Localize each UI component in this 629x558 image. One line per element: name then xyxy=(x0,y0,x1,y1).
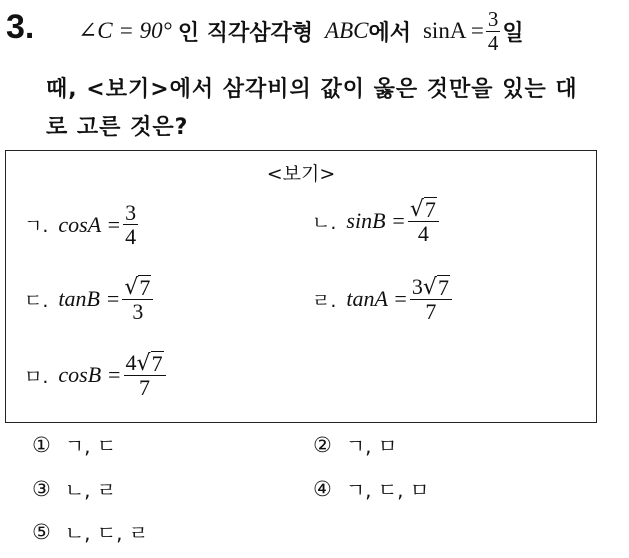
choice-text: ㄱ, ㄷ, ㅁ xyxy=(345,478,430,502)
bogi-item-fraction xyxy=(410,275,452,323)
radicand: 7 xyxy=(424,197,436,222)
choice-1[interactable] xyxy=(32,430,116,459)
bogi-item-lhs: cosA = xyxy=(58,211,122,237)
choice-text: ㄴ, ㄷ, ㄹ xyxy=(64,521,149,545)
fraction-numerator xyxy=(124,351,166,375)
stem-fraction-numerator: 3 xyxy=(487,7,499,32)
sine-expression: sinA = xyxy=(422,18,484,43)
bogi-item-lhs: sinB = xyxy=(346,208,406,234)
coefficient: 4 xyxy=(125,350,137,376)
choice-text: ㄴ, ㄹ xyxy=(64,478,117,502)
stem-fraction-denominator: 4 xyxy=(487,30,499,55)
bogi-item-label: ㄴ. xyxy=(312,211,337,234)
choice-5[interactable] xyxy=(32,517,148,546)
radicand: 7 xyxy=(437,275,449,300)
fraction-denominator: 7 xyxy=(139,375,151,401)
bogi-item-fraction xyxy=(124,351,166,399)
choice-text: ㄱ, ㅁ xyxy=(345,434,398,458)
fraction-numerator xyxy=(410,275,452,299)
bogi-item-2 xyxy=(312,197,441,245)
question-stem-line2: 때, <보기>에서 삼각비의 값이 옳은 것만을 있는 대 xyxy=(46,77,578,102)
stem-text-3: 일 xyxy=(502,20,524,46)
choice-number: ⑤ xyxy=(32,519,51,544)
angle-condition: ∠C = 90° xyxy=(78,18,172,43)
bogi-title: <보기> xyxy=(266,163,336,185)
choice-4[interactable] xyxy=(313,474,429,503)
fraction-denominator: 7 xyxy=(425,299,437,325)
bogi-item-fraction xyxy=(123,201,138,248)
fraction-denominator: 3 xyxy=(132,299,144,325)
bogi-item-label: ㅁ. xyxy=(24,365,49,388)
bogi-item-4 xyxy=(312,275,454,323)
question-stem-line1 xyxy=(78,6,524,56)
stem-fraction xyxy=(486,8,501,53)
bogi-item-lhs: tanA = xyxy=(346,286,408,312)
question-number: 3. xyxy=(6,8,35,46)
bogi-item-1 xyxy=(24,201,140,248)
fraction-denominator: 4 xyxy=(417,221,429,247)
radicand: 7 xyxy=(139,275,151,300)
fraction-numerator: 3 xyxy=(125,200,137,225)
choice-number: ③ xyxy=(32,476,51,501)
stem-text-1: 인 직각삼각형 xyxy=(177,20,314,46)
bogi-item-label: ㄷ. xyxy=(24,289,49,312)
bogi-item-label: ㄹ. xyxy=(312,289,337,312)
choice-number: ② xyxy=(313,432,332,457)
bogi-item-5 xyxy=(24,351,168,399)
bogi-item-3 xyxy=(24,275,155,323)
triangle-name: ABC xyxy=(325,18,369,43)
bogi-item-fraction xyxy=(408,197,439,245)
square-root: √ 7 xyxy=(124,275,151,301)
fraction-denominator: 4 xyxy=(125,224,137,250)
choice-text: ㄱ, ㄷ xyxy=(64,434,117,458)
coefficient: 3 xyxy=(411,274,423,300)
question-stem-line3: 로 고른 것은? xyxy=(46,115,189,140)
radicand: 7 xyxy=(151,351,163,376)
bogi-item-fraction xyxy=(122,275,153,323)
bogi-item-lhs: cosB = xyxy=(58,362,122,388)
choice-3[interactable] xyxy=(32,474,116,503)
bogi-item-label: ㄱ. xyxy=(24,215,49,238)
bogi-box xyxy=(5,150,597,423)
bogi-item-lhs: tanB = xyxy=(58,286,121,312)
square-root: √ 7 xyxy=(136,351,163,377)
square-root: √ 7 xyxy=(422,275,449,301)
choice-number: ① xyxy=(32,432,51,457)
stem-text-2: 에서 xyxy=(368,20,411,46)
fraction-numerator xyxy=(122,275,153,299)
choice-number: ④ xyxy=(313,476,332,501)
fraction-numerator xyxy=(408,197,439,221)
square-root: √ 7 xyxy=(409,197,436,223)
choice-2[interactable] xyxy=(313,430,397,459)
